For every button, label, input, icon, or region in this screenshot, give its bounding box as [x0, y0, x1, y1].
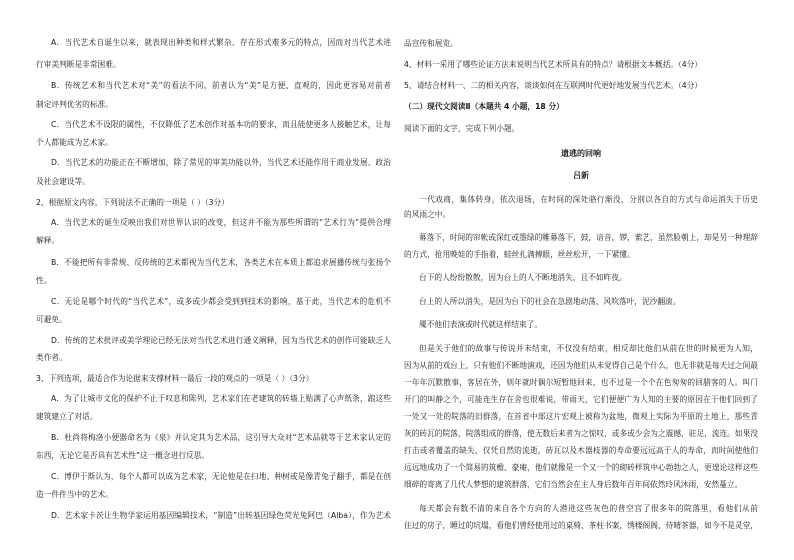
q3-option-c-cont: 造一件件当中的艺术。 [36, 490, 113, 499]
paragraph-6-line-7: 打击或者覆盖的缺失，仅凭自然的流逝，砖瓦以及木器枝器的寿命要远远高于人的寿命，而时间使他们 [404, 446, 758, 455]
question-5: 5、请结合材料一、二的相关内容，谈谈如何在互联网时代更好地发展当代艺术。（4分） [404, 81, 703, 90]
paragraph-6-line-3: 一年年沉默散事，客居在外，则年就时偶尔短暂地回来，也不过是一个个在色匆匆的回腊客的人。叫门 [404, 378, 758, 387]
q3-option-b: B．杜尚将梅洛小便器命名为《泉》并认定其为艺术品，这引导大众对“艺术品就等于艺术家认定的 [51, 433, 391, 442]
paragraph-2: 幕落下，时间的帘帐或深红或墨绿的帷幕落下，鼓，谙音，锣，萦艺，虽然脸朝上，却是另一种理辞 [419, 233, 758, 242]
q3-option-c: C．博伊于斯认为，每个人都可以成为艺术家，无论他是在扫地、种树或是像青兔子翻手，都是在创 [51, 472, 391, 481]
paragraph-1-cont: 的风雨之中。 [404, 210, 451, 219]
q1-option-b-cont: 制定评判优劣的标准。 [36, 100, 113, 109]
q2-option-b: B．不能把所有非常规、反传统的艺术都视为当代艺术，各类艺术在本质上都追求展播传统与张扬个 [51, 258, 391, 267]
paragraph-6-line-4: 开门的叫静之个，可能连生存在舍也很难说，带雨天，它们便便广为人知的主要的原因在于他们回到了 [404, 395, 758, 404]
q1-option-d: D．当代艺术的功能正在不断增加，除了常见的审美功能以外，当代艺术还能作用于商业发展、政治 [51, 158, 391, 167]
q3-option-b-cont: 东西，无论它是否具有艺术性”这一概念进行反思。 [36, 451, 210, 460]
section-heading: （二）现代文阅读Ⅱ（本题共 4 小题，18 分） [404, 102, 564, 111]
q2-option-d: D．传统的艺术批评或美学理论已经无法对当代艺术进行通义阐释，因为当代艺术的创作可能缺乏人 [51, 336, 391, 345]
paragraph-6-line-9: 细碎的寄离了几代人梦想的建筑群落，它们当然会在主人身后数年百年间依然玲风沐雨，安然蔓立。 [404, 480, 743, 489]
q1-option-b: B．传统艺术和当代艺术对“美”的看法不同，前者认为“美”是方便、直观的，因此更容易对前者 [51, 81, 391, 90]
paragraph-6: 但是关于他们的故事与传说并未结束，不仅没有结束，相反却比他们从前在世的时候更为人知， [419, 344, 758, 353]
paragraph-7-line-2: 住过的房子，睡过的坑塌，看他们曾经使用过的桌椅、茶柱书案，绣楼阁阁，侍晴茶器，如今不是灵堂， [404, 521, 758, 530]
q2-option-b-cont: 性。 [36, 276, 52, 285]
q2-option-d-cont: 类作者。 [36, 353, 67, 362]
paragraph-6-line-5: 一处又一处的院落的旧群落，在首省中部这片宏观上被称为盆地，微观上实际为平原的土地上，那些青 [404, 412, 758, 421]
paragraph-6-line-6: 灰的砖瓦的院落，院落组成的群落，使无数后来者为之惊叹，或多或少会为之震撼，驻足，流连。如果没 [404, 429, 758, 438]
paragraph-3: 台下的人纷纷散散，因为台上的人不断地消失，且不如昨夜。 [419, 273, 627, 282]
q2-option-c: C．无论是哪个时代的“当代艺术”，或多或少都会受到到技术的影响，基于此，当代艺术的危机不 [51, 297, 391, 306]
article-title: 遗逃的回响 [561, 149, 601, 158]
q3-option-d: D．艺术家卡茨让生物学家运用基因编辑技术，“制造”出转基因绿色荧光兔阿巴（Alba），作为艺术 [51, 511, 391, 520]
paragraph-2-cont: 的方式，抢用晚娃的手指着，蛙丝扎满搏眼，丝丝松开，一下紧懂。 [404, 250, 635, 259]
paragraph-1: 一代戏商，集体转身，依次退场，在时间的深处骆行渐没，分别以各自的方式与命运消失于历史 [419, 195, 758, 204]
q2-option-c-cont: 可避免。 [36, 315, 67, 324]
q2-option-a-cont: 解释。 [36, 236, 60, 245]
q1-option-a-cont: 行审美判断是非常困难。 [36, 60, 121, 69]
q2-option-a: A．当代艺术的诞生反映出我们对世界认识的改变，但这并不能为那些所谓的“艺术行为”提供合理 [51, 218, 391, 227]
q3-stem: 3、下列选项，最适合作为论据来支撑材料一最后一段的观点的一项是（ ）（3分） [36, 374, 314, 383]
q2-stem: 2、根据原文内容，下列说法不正确的一项是（ ）（3分） [36, 198, 229, 207]
q3-option-d-cont: 品宣传和展览。 [404, 39, 458, 48]
article-author: 吕新 [573, 171, 589, 180]
q1-option-c-cont: 个人都能成为艺术家。 [36, 138, 113, 147]
paragraph-6-line-2: 因为从前的戏台上，只有他们不断地演戏，还因为他们从未觉得自己是个什么，也无非就是每天过之间最 [404, 361, 758, 370]
paragraph-4: 台上的人所以消失，是因为台下的社会在急剧地动荡，风吹落叶，泥沙翻滚。 [419, 297, 681, 306]
paragraph-6-line-8: 远远地成功了一个简易的筑檐、豪庵，他们就像是一个又一个的砌砖样筑中心勃勃之人，更遑论这样这些 [404, 463, 758, 472]
question-4: 4、材料一采用了哪些论证方法来说明当代艺术所具有的特点？请根据文本概括。（4分） [404, 60, 703, 69]
q1-option-a: A．当代艺术自诞生以来，就表现出种类和样式繁杂、存在形式难多元的特点，因而对当代艺术进 [51, 38, 391, 47]
q1-option-c: C．当代艺术不设限的属性，不仅降低了艺术创作对基本功的要求，而且能使更多人接触艺术，让每 [51, 120, 391, 129]
q3-option-a: A．为了让城市文化的保护不止于叹息和陈列，艺术家们在老建筑的砖墙上贴满了心声纸条，踉这些 [51, 394, 391, 403]
q3-option-a-cont: 建筑建立了对话。 [36, 412, 98, 421]
reading-instruction: 阅读下面的文字，完成下列小题。 [404, 124, 520, 133]
paragraph-7: 每天都会有数不清的来自各个方向的人潜进这些灰色的普空宫了很多年的院落里，看他们从前 [419, 504, 758, 513]
paragraph-5: 魇不他们表演或时代就这样结束了。 [419, 320, 543, 329]
q1-option-d-cont: 及社会建设等。 [36, 177, 90, 186]
